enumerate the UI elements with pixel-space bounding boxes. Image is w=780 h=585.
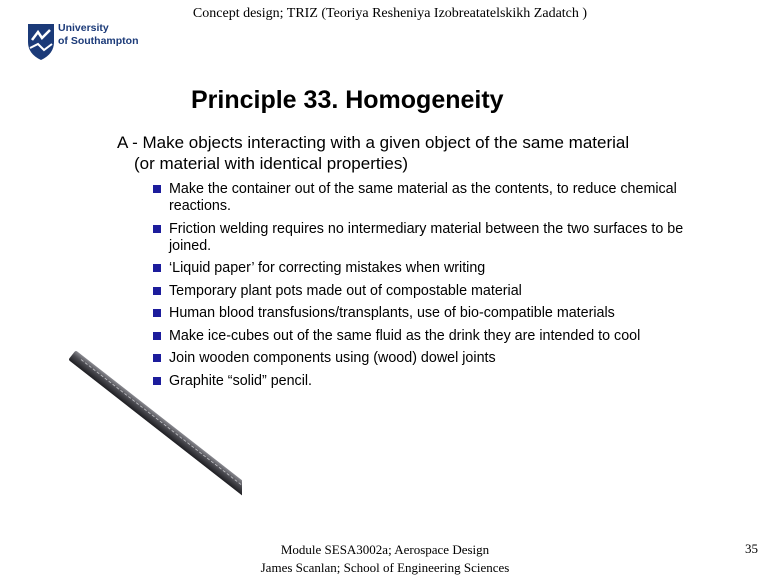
list-item: Join wooden components using (wood) dowel joints [153, 350, 723, 367]
logo-line-1: University [58, 22, 109, 34]
list-item: Human blood transfusions/transplants, use of bio-compatible materials [153, 305, 723, 322]
logo-emblem-icon [24, 18, 58, 62]
slide-title: Principle 33. Homogeneity [191, 86, 504, 114]
list-item: Graphite “solid” pencil. [153, 373, 723, 390]
intro-line-1: A - Make objects interacting with a given object of the same material [117, 133, 630, 152]
intro-line-2: (or material with identical properties) [134, 154, 408, 173]
list-item: Make ice-cubes out of the same fluid as the drink they are intended to cool [153, 328, 723, 345]
page-number: 35 [745, 541, 758, 556]
footer-author: James Scanlan; School of Engineering Sciences [260, 560, 510, 575]
logo-text [58, 22, 138, 48]
list-item: Temporary plant pots made out of compostable material [153, 283, 723, 300]
list-item: Friction welding requires no intermediary material between the two surfaces to be joined. [153, 221, 723, 255]
footer-module: Module SESA3002a; Aerospace Design [280, 542, 490, 557]
list-item: ‘Liquid paper’ for correcting mistakes when writing [153, 260, 723, 277]
pencil-image [62, 345, 242, 565]
list-item: Make the container out of the same material as the contents, to reduce chemical reactions. [153, 181, 723, 215]
intro-statement [117, 132, 737, 174]
logo-line-2: of Southampton [58, 35, 139, 47]
header-title: Concept design; TRIZ (Teoriya Resheniya Izobreatatelskikh Zadatch ) [192, 6, 588, 21]
footer [230, 541, 540, 577]
